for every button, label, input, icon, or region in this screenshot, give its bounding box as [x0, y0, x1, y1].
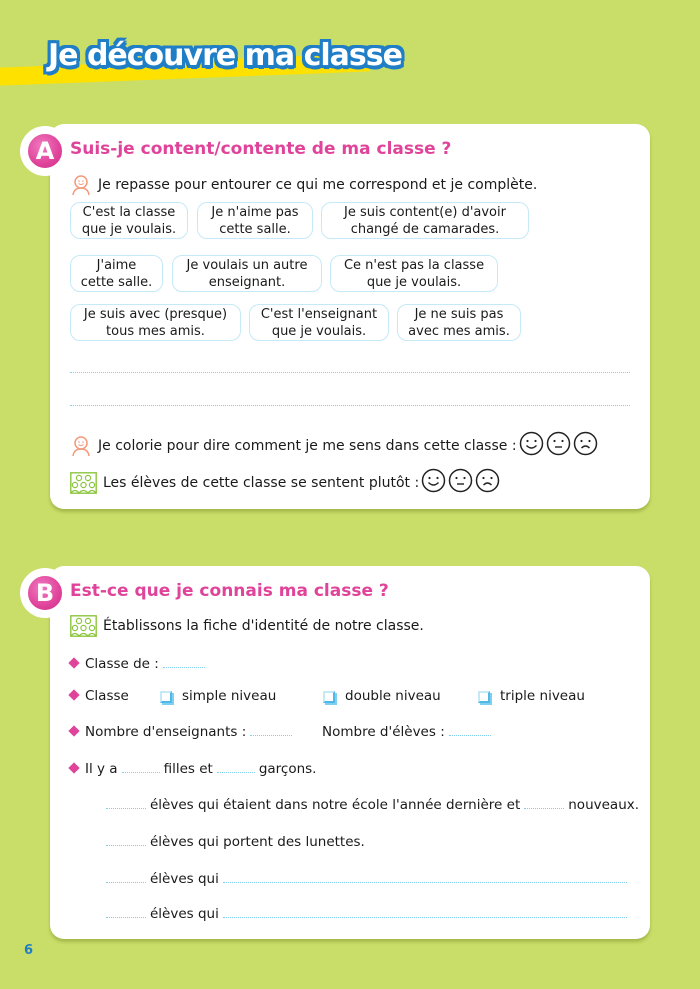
- field-label: élèves qui étaient dans notre école l'année dernière et: [150, 797, 521, 813]
- option-triple-niveau[interactable]: [478, 688, 585, 704]
- answer-line[interactable]: [70, 405, 630, 406]
- field-label: élèves qui: [150, 906, 219, 922]
- field-label: élèves qui: [150, 871, 219, 887]
- happy-face-icon[interactable]: [421, 468, 446, 497]
- section-a-badge: A: [24, 130, 66, 172]
- eleves-qui-count-input[interactable]: [106, 917, 146, 918]
- option-label: triple niveau: [500, 688, 585, 704]
- section-b-title: Est-ce que je connais ma classe ?: [70, 581, 389, 601]
- choice-bubble[interactable]: C'est la classe que je voulais.: [70, 202, 188, 239]
- field-label: Nombre d'enseignants :: [85, 724, 247, 740]
- choice-bubble[interactable]: Je ne suis pas avec mes amis.: [397, 304, 521, 341]
- field-classe-de: [70, 656, 209, 672]
- eleves-qui-description-input[interactable]: [223, 917, 627, 918]
- bullet-diamond-icon: [68, 689, 79, 700]
- option-double-niveau[interactable]: [323, 688, 441, 704]
- instruction-text: Les élèves de cette classe se sentent plutôt :: [103, 474, 420, 491]
- field-eleves-lunettes: [106, 834, 365, 850]
- bullet-diamond-icon: [68, 657, 79, 668]
- choice-bubble[interactable]: C'est l'enseignant que je voulais.: [249, 304, 389, 341]
- garcons-input[interactable]: [217, 772, 255, 773]
- choice-bubble[interactable]: Je suis content(e) d'avoir changé de camarades.: [321, 202, 529, 239]
- field-label: Classe: [85, 688, 129, 704]
- field-label: Nombre d'élèves :: [322, 724, 445, 740]
- filles-input[interactable]: [122, 772, 160, 773]
- checkbox-double-niveau[interactable]: [323, 691, 335, 703]
- instruction-circle: [70, 174, 537, 196]
- field-nombre-eleves: [322, 724, 495, 740]
- bullet-diamond-icon: [68, 762, 79, 773]
- checkbox-triple-niveau[interactable]: [478, 691, 490, 703]
- eleves-qui-count-input[interactable]: [106, 882, 146, 883]
- choice-bubble[interactable]: Je n'aime pas cette salle.: [197, 202, 313, 239]
- nombre-eleves-input[interactable]: [449, 735, 491, 736]
- checkbox-simple-niveau[interactable]: [160, 691, 172, 703]
- option-simple-niveau[interactable]: [160, 688, 276, 704]
- bullet-diamond-icon: [68, 725, 79, 736]
- answer-line[interactable]: [70, 372, 630, 373]
- choice-bubble[interactable]: Je suis avec (presque) tous mes amis.: [70, 304, 241, 341]
- option-label: simple niveau: [182, 688, 277, 704]
- field-nombre-enseignants: [70, 724, 296, 740]
- field-filles-garcons: [70, 761, 316, 777]
- instruction-text: Établissons la fiche d'identité de notre classe.: [103, 618, 424, 634]
- section-b-card: [35, 566, 650, 939]
- group-work-icon: [70, 615, 97, 637]
- page-number: 6: [24, 943, 34, 958]
- field-label: Classe de :: [85, 656, 159, 672]
- instruction-identity: [70, 615, 424, 637]
- page-title: Je découvre ma classe: [48, 38, 402, 73]
- field-eleves-ecole: [106, 797, 639, 813]
- sad-face-icon[interactable]: [573, 431, 598, 460]
- eleves-qui-description-input[interactable]: [223, 882, 627, 883]
- instruction-text: Je repasse pour entourer ce qui me correspond et je complète.: [98, 177, 538, 193]
- section-a-card: [35, 124, 650, 509]
- field-eleves-qui-1: [106, 871, 631, 887]
- individual-work-icon: [70, 435, 92, 457]
- nouveaux-input[interactable]: [524, 808, 564, 809]
- field-eleves-qui-2: [106, 906, 631, 922]
- happy-face-icon[interactable]: [519, 431, 544, 460]
- instruction-text: Je colorie pour dire comment je me sens dans cette classe :: [98, 437, 517, 454]
- section-a-title: Suis-je content/contente de ma classe ?: [70, 139, 452, 159]
- instruction-class-feeling: [70, 468, 500, 497]
- choice-bubble[interactable]: J'aime cette salle.: [70, 255, 163, 292]
- eleves-lunettes-input[interactable]: [106, 845, 146, 846]
- eleves-ancien-input[interactable]: [106, 808, 146, 809]
- field-label: filles et: [163, 761, 213, 777]
- option-label: double niveau: [345, 688, 441, 704]
- choice-bubble[interactable]: Ce n'est pas la classe que je voulais.: [330, 255, 498, 292]
- neutral-face-icon[interactable]: [448, 468, 473, 497]
- neutral-face-icon[interactable]: [546, 431, 571, 460]
- sad-face-icon[interactable]: [475, 468, 500, 497]
- field-classe-type: [70, 688, 590, 704]
- field-label: garçons.: [258, 761, 317, 777]
- field-label: élèves qui portent des lunettes.: [150, 834, 365, 850]
- section-b-badge: B: [24, 572, 66, 614]
- nombre-enseignants-input[interactable]: [250, 735, 292, 736]
- field-label: nouveaux.: [568, 797, 640, 813]
- choice-bubble[interactable]: Je voulais un autre enseignant.: [172, 255, 322, 292]
- field-label: Il y a: [85, 761, 118, 777]
- classe-de-input[interactable]: [163, 667, 205, 668]
- group-work-icon: [70, 472, 97, 494]
- individual-work-icon: [70, 174, 92, 196]
- instruction-color-feeling: [70, 431, 598, 460]
